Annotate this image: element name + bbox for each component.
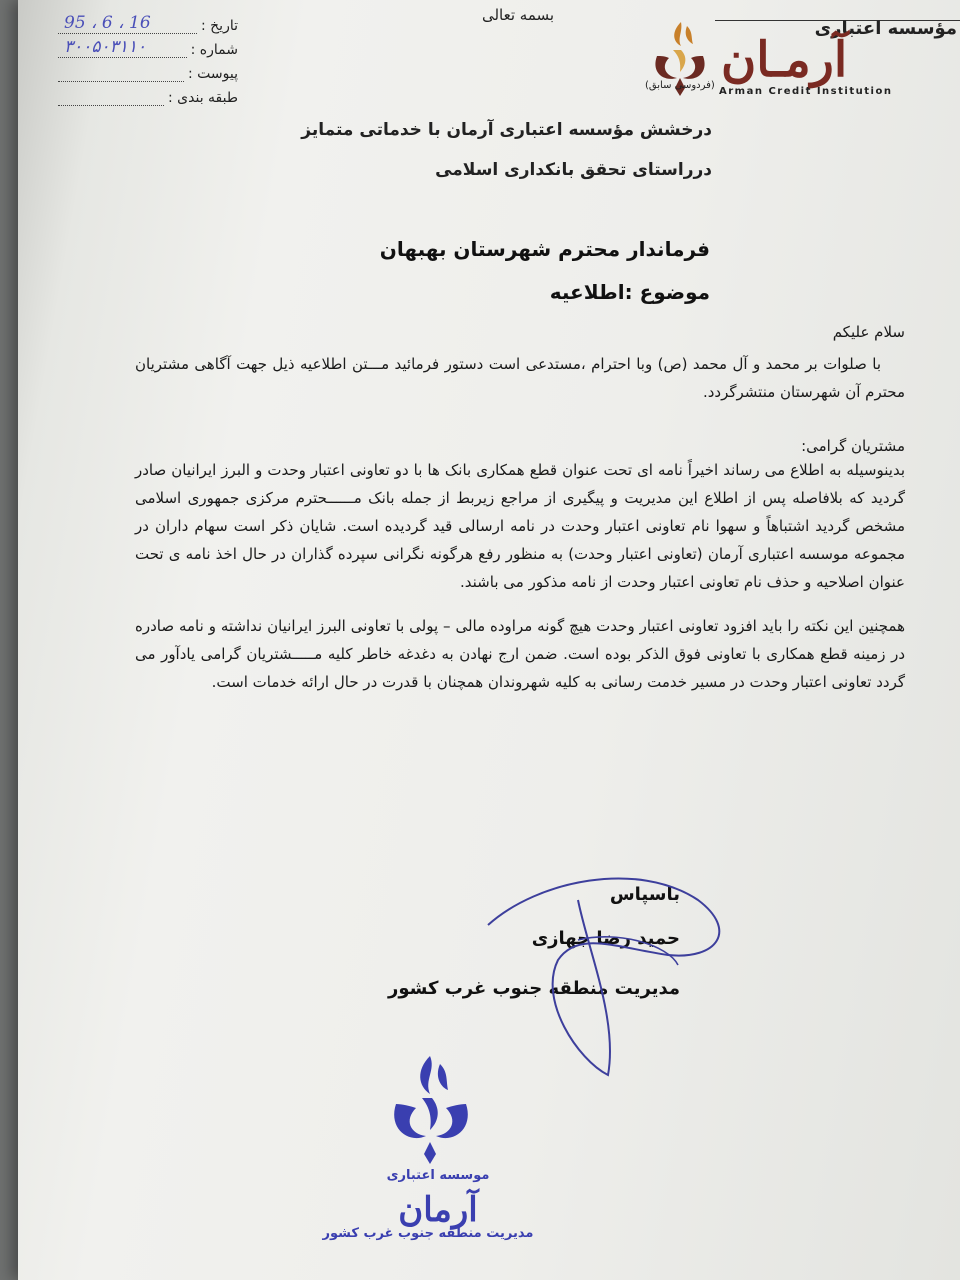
meta-attachment-row [58,58,238,82]
meta-number-row [58,34,238,58]
meta-number-label: شماره : [190,42,238,58]
logo-name: آرمـان [721,32,848,88]
notice-heading: مشتریان گرامی: [801,437,905,455]
letter-greeting: سلام علیکم [832,323,905,341]
meta-date-value: 95 ، 6 ، 16 [58,13,197,34]
notice-paragraph-2: همچنین این نکته را باید افزود تعاونی اعتبار وحدت هیچ گونه مراوده مالی – پولی با تعاونی البرز ایرانیان نداشته و نامه صادره در زمینه قطع همکاری با تعاونی فوق الذکر بوده است. ضمن ارج نهادن به دغدغه خاطر کلیه مـــــشتریان گرامی یادآور می گردد تعاونی اعتبار وحدت در مسیر خدمت رسانی به کلیه شهروندان همچنان با قدرت در حال ارائه خدمات است. [135,617,905,691]
letter-subject: موضوع :اطلاعیه [549,280,710,304]
bismillah: بسمه تعالی [481,6,555,24]
meta-classification-row [58,82,238,106]
company-stamp [318,1050,538,1250]
signature-title: مدیریت منطقه جنوب غرب کشور [388,978,680,999]
stamp-emblem-icon [318,1050,538,1180]
signature-name: حمید رضا جهازی [531,928,680,949]
meta-classification-value [58,85,164,106]
letter-recipient: فرماندار محترم شهرستان بهبهان [379,237,710,261]
slogan-line-2: درراستای تحقق بانکداری اسلامی [435,160,712,180]
notice-paragraph-1: بدینوسیله به اطلاع می رساند اخیراً نامه ای تحت عنوان قطع همکاری بانک ها با دو تعاونی اعتبار وحدت و البرز ایرانیان صادر گردید که بلافاصله پس از اطلاع این مدیریت و پیگیری از مراجع زیربط از جمله بانک مــــــحترم مرکزی جمهوری اسلامی مشخص گردید اشتباهاً و سهوا نام تعاونی اعتبار وحدت در نامه ارسالی قید گردیده است. شایان ذکر است سهام داران در مجموعه موسسه اعتباری آرمان (تعاونی اعتبار وحدت) به منظور رفع هرگونه نگرانی سپرده گذاران در حال اخذ نامه ی تحت عنوان اصلاحیه و حذف نام تعاونی اعتبار وحدت از نامه مذکور می باشند. [135,461,905,591]
meta-date-label: تاریخ : [200,18,238,34]
meta-number-value: ۳۰۰۵۰۳۱۱۰ [58,37,187,58]
logo-title: مؤسسه اعتباری [814,18,957,39]
meta-attachment-label: پیوست : [188,66,238,82]
stamp-line-2: آرمان [398,1190,478,1230]
arman-logo [643,16,960,100]
letter-page [18,0,960,1280]
meta-attachment-value [58,61,184,82]
meta-date-row [58,10,238,34]
logo-subtitle: (فردوسی سابق) [645,80,715,91]
stamp-line-1: موسسه اعتباری [386,1168,490,1183]
letter-meta [58,10,238,106]
logo-english-name: Arman Credit Institution [719,86,893,97]
signature-closing: باسپاس [609,884,680,905]
letter-intro: با صلوات بر محمد و آل محمد (ص) وبا احترام ،مستدعی است دستور فرمائید مـــتن اطلاعیه ذیل جهت آگاهی مشتریان محترم آن شهرستان منتشرگردد. [135,355,905,401]
stamp-line-3: مدیریت منطقه جنوب غرب کشور [322,1226,534,1241]
meta-classification-label: طبقه بندی : [168,90,238,106]
slogan-line-1: درخشش مؤسسه اعتباری آرمان با خدماتی متمایز [301,120,712,140]
